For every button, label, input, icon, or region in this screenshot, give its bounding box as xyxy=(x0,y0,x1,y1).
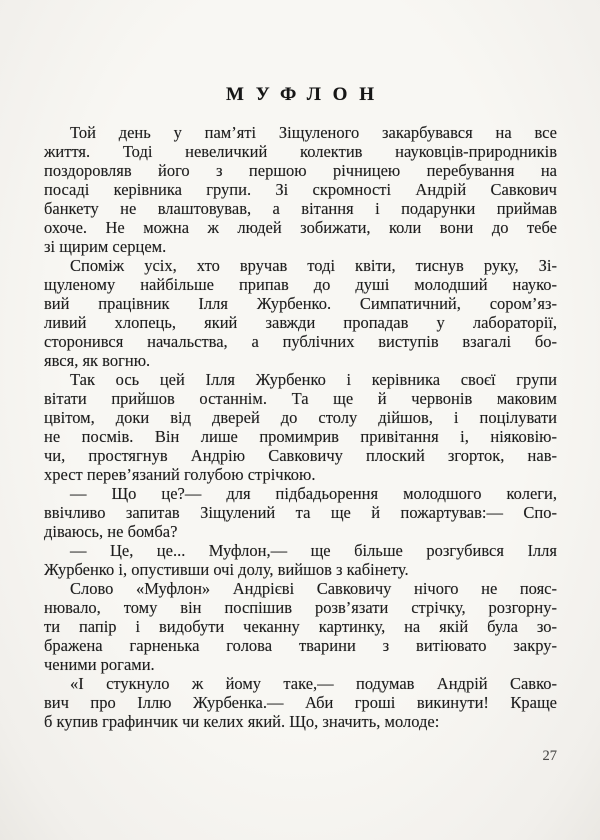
text-line: хрест перев’язаний голубою стрічкою. xyxy=(44,465,316,484)
paragraph xyxy=(44,674,557,731)
text-line: життя. Тоді невеличкий колектив науковців-природників xyxy=(44,142,557,161)
text-line: Журбенко і, опустивши очі долу, вийшов з кабінету. xyxy=(44,560,409,579)
text-line: вітати прийшов останнім. Та ще й червонів маковим xyxy=(44,389,557,408)
paragraph xyxy=(44,484,557,541)
text-line: зі щирим серцем. xyxy=(44,237,167,256)
text-line: бражена гарненька голова тварини з витіювато закру- xyxy=(44,636,557,655)
text-line: б купив графинчик чи келих який. Що, значить, молоде: xyxy=(44,712,440,731)
text-line: «І стукнуло ж йому таке,— подумав Андрій Савко- xyxy=(70,674,557,693)
text-line: — Це, це... Муфлон,— ще більше розгубився Ілля xyxy=(70,541,557,560)
text-line: банкету не влаштовував, а вітання і подарунки приймав xyxy=(44,199,557,218)
text-line: чи, простягнув Андрію Савковичу плоский згорток, нав- xyxy=(44,446,557,465)
text-line: Так ось цей Ілля Журбенко і керівника своєї групи xyxy=(70,370,557,389)
text-line: охоче. Не можна ж людей зобижати, коли вони до тебе xyxy=(44,218,557,237)
text-line: щуленому найбільше припав до душі молодший науко- xyxy=(44,275,557,294)
page-body xyxy=(44,123,557,731)
text-line: ти папір і видобути чеканну картинку, на якій була зо- xyxy=(44,617,557,636)
text-line: поздоровляв його з першою річницею перебування на xyxy=(44,161,557,180)
text-line: посаді керівника групи. Зі скромності Андрій Савкович xyxy=(44,180,557,199)
text-line: Споміж усіх, хто вручав тоді квіти, тиснув руку, Зі- xyxy=(70,256,557,275)
story-title: МУФЛОН xyxy=(226,84,386,105)
text-line: цвітом, доки від дверей до столу дійшов, і поцілувати xyxy=(44,408,557,427)
text-line: ченими рогами. xyxy=(44,655,155,674)
text-line: вий працівник Ілля Журбенко. Симпатичний, сором’яз- xyxy=(44,294,557,313)
paragraph xyxy=(44,579,557,674)
paragraph xyxy=(44,256,557,370)
text-line: ввічливо запитав Зіщулений та ще й пожартував:— Спо- xyxy=(44,503,557,522)
page-number: 27 xyxy=(542,748,557,764)
text-line: Слово «Муфлон» Андрієві Савковичу нічого не пояс- xyxy=(70,579,557,598)
text-line: нювало, тому він поспішив розв’язати стрічку, розгорну- xyxy=(44,598,557,617)
text-line: — Що це?— для підбадьорення молодшого колеги, xyxy=(70,484,557,503)
paragraph xyxy=(44,123,557,256)
text-line: ливий хлопець, який завжди пропадав у лабораторії, xyxy=(44,313,557,332)
text-line: не посмів. Він лише промимрив привітання і, ніяковію- xyxy=(44,427,557,446)
paragraph xyxy=(44,541,557,579)
text-line: Той день у пам’яті Зіщуленого закарбувався на все xyxy=(70,123,557,142)
paragraph xyxy=(44,370,557,484)
text-line: сторонився начальства, а публічних виступів взагалі бо- xyxy=(44,332,557,351)
text-line: вич про Іллю Журбенка.— Аби гроші викинути! Краще xyxy=(44,693,557,712)
text-line: явся, як вогню. xyxy=(44,351,151,370)
text-line: діваюсь, не бомба? xyxy=(44,522,178,541)
